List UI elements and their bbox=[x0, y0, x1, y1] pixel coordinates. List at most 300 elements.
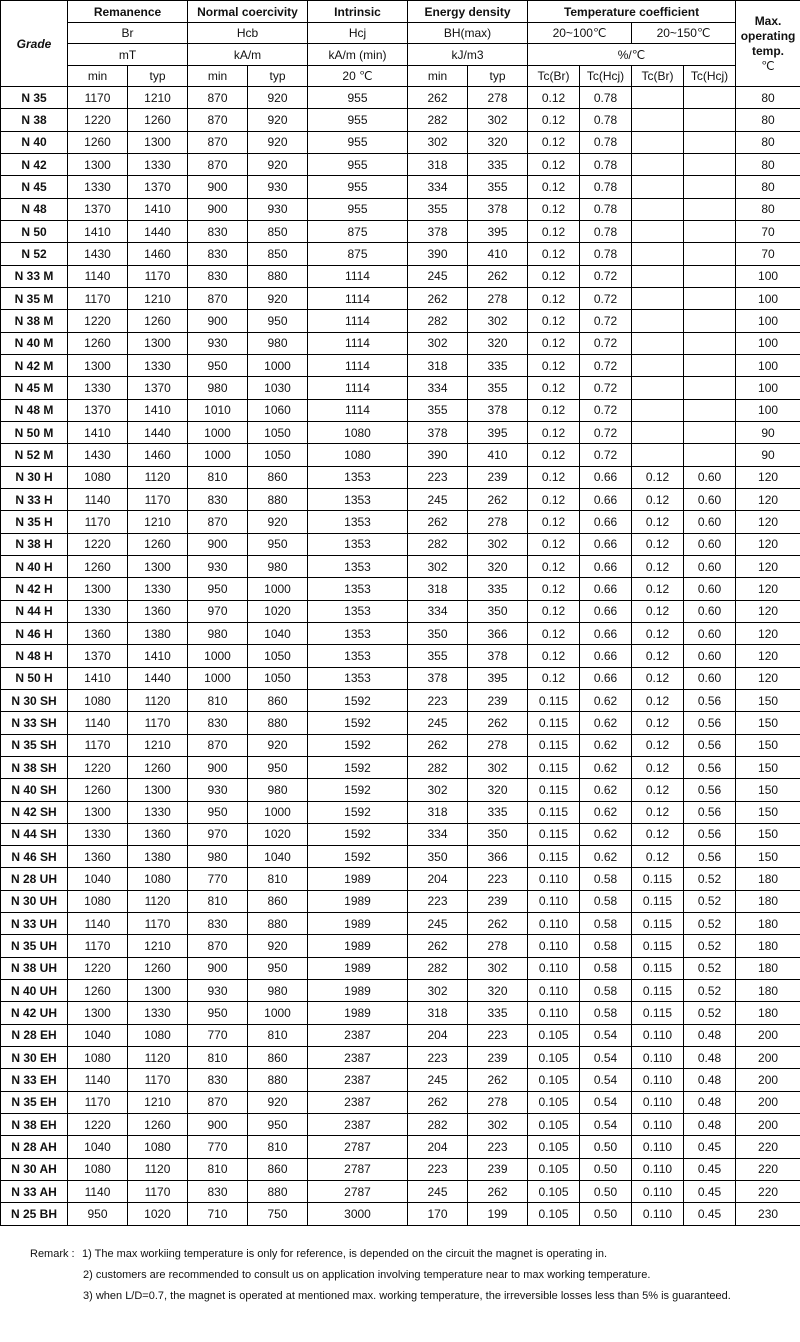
br-typ-cell: 1170 bbox=[128, 265, 188, 287]
tc-hcj-150-cell: 0.52 bbox=[684, 980, 736, 1002]
max-temp-cell: 150 bbox=[736, 801, 800, 823]
grade-cell: N 40 UH bbox=[1, 980, 68, 1002]
hcj-cell: 1353 bbox=[308, 511, 408, 533]
bh-min-cell: 334 bbox=[408, 176, 468, 198]
remark-line-1 bbox=[30, 1244, 731, 1265]
hcb-min-cell: 900 bbox=[188, 176, 248, 198]
bh-typ-cell: 335 bbox=[468, 1002, 528, 1024]
grade-cell: N 35 bbox=[1, 87, 68, 109]
tc-br-100-cell: 0.110 bbox=[528, 890, 580, 912]
max-temp-cell: 100 bbox=[736, 354, 800, 376]
bh-typ-cell: 355 bbox=[468, 377, 528, 399]
bh-min-cell: 223 bbox=[408, 1158, 468, 1180]
hcb-min-cell: 830 bbox=[188, 220, 248, 242]
tc-br-150-cell bbox=[632, 377, 684, 399]
br-min-cell: 1430 bbox=[68, 444, 128, 466]
tc-hcj-150-cell bbox=[684, 265, 736, 287]
bh-typ-cell: 335 bbox=[468, 354, 528, 376]
grade-cell: N 38 M bbox=[1, 310, 68, 332]
hcj-cell: 2387 bbox=[308, 1047, 408, 1069]
bh-typ-cell: 239 bbox=[468, 1158, 528, 1180]
tc-br-100-header: Tc(Br) bbox=[528, 66, 580, 87]
br-typ-cell: 1360 bbox=[128, 600, 188, 622]
max-temp-cell: 90 bbox=[736, 444, 800, 466]
grade-cell: N 44 H bbox=[1, 600, 68, 622]
tc-br-100-cell: 0.105 bbox=[528, 1024, 580, 1046]
tc-hcj-100-cell: 0.54 bbox=[580, 1069, 632, 1091]
br-min-cell: 1220 bbox=[68, 1114, 128, 1136]
br-min-cell: 1330 bbox=[68, 823, 128, 845]
hcb-typ-cell: 980 bbox=[248, 332, 308, 354]
bh-min-cell: 318 bbox=[408, 1002, 468, 1024]
tc-hcj-150-cell: 0.45 bbox=[684, 1136, 736, 1158]
tc-hcj-150-cell: 0.52 bbox=[684, 957, 736, 979]
grade-cell: N 30 SH bbox=[1, 689, 68, 711]
tc-br-150-cell: 0.115 bbox=[632, 913, 684, 935]
tc-hcj-100-cell: 0.78 bbox=[580, 153, 632, 175]
bh-min-cell: 204 bbox=[408, 1136, 468, 1158]
hcb-typ-cell: 1050 bbox=[248, 645, 308, 667]
br-typ-cell: 1210 bbox=[128, 87, 188, 109]
table-row bbox=[1, 667, 800, 689]
tc-hcj-100-cell: 0.78 bbox=[580, 131, 632, 153]
tc-br-100-cell: 0.12 bbox=[528, 444, 580, 466]
remark-label: Remark : bbox=[30, 1248, 75, 1260]
hcj-temp-header: 20 ℃ bbox=[308, 66, 408, 87]
tc-br-100-cell: 0.115 bbox=[528, 689, 580, 711]
hcb-typ-cell: 1050 bbox=[248, 421, 308, 443]
tc-hcj-100-cell: 0.66 bbox=[580, 488, 632, 510]
hcb-typ-cell: 920 bbox=[248, 87, 308, 109]
tc-hcj-150-cell: 0.60 bbox=[684, 488, 736, 510]
grade-cell: N 46 H bbox=[1, 622, 68, 644]
grade-cell: N 42 H bbox=[1, 578, 68, 600]
bh-min-cell: 334 bbox=[408, 377, 468, 399]
bh-typ-header: typ bbox=[468, 66, 528, 87]
hcb-min-cell: 930 bbox=[188, 779, 248, 801]
tc-hcj-150-cell: 0.48 bbox=[684, 1047, 736, 1069]
table-row bbox=[1, 444, 800, 466]
hcj-cell: 1989 bbox=[308, 1002, 408, 1024]
tc-br-150-cell: 0.115 bbox=[632, 890, 684, 912]
tc-hcj-150-cell bbox=[684, 287, 736, 309]
br-typ-cell: 1120 bbox=[128, 1047, 188, 1069]
hcb-typ-cell: 810 bbox=[248, 868, 308, 890]
tc-hcj-100-header: Tc(Hcj) bbox=[580, 66, 632, 87]
bh-typ-cell: 278 bbox=[468, 87, 528, 109]
tc-br-150-header: Tc(Br) bbox=[632, 66, 684, 87]
tc-hcj-150-cell bbox=[684, 131, 736, 153]
bh-typ-cell: 378 bbox=[468, 198, 528, 220]
bh-typ-cell: 350 bbox=[468, 823, 528, 845]
tc-hcj-100-cell: 0.62 bbox=[580, 712, 632, 734]
bh-min-cell: 390 bbox=[408, 444, 468, 466]
grade-cell: N 40 H bbox=[1, 555, 68, 577]
tc-hcj-150-cell: 0.60 bbox=[684, 600, 736, 622]
br-typ-cell: 1260 bbox=[128, 957, 188, 979]
tc-hcj-100-cell: 0.78 bbox=[580, 243, 632, 265]
max-temp-cell: 180 bbox=[736, 890, 800, 912]
max-temp-cell: 150 bbox=[736, 823, 800, 845]
hcb-typ-cell: 950 bbox=[248, 533, 308, 555]
grade-cell: N 38 H bbox=[1, 533, 68, 555]
tc-hcj-100-cell: 0.58 bbox=[580, 935, 632, 957]
hcj-cell: 875 bbox=[308, 243, 408, 265]
tc-hcj-150-cell bbox=[684, 87, 736, 109]
normal-coercivity-header: Normal coercivity bbox=[188, 1, 308, 23]
max-temp-cell: 80 bbox=[736, 131, 800, 153]
br-min-cell: 1410 bbox=[68, 421, 128, 443]
max-temp-cell: 120 bbox=[736, 511, 800, 533]
grade-cell: N 46 SH bbox=[1, 846, 68, 868]
hcb-min-cell: 830 bbox=[188, 1069, 248, 1091]
br-typ-cell: 1260 bbox=[128, 756, 188, 778]
hcj-cell: 1592 bbox=[308, 734, 408, 756]
max-temp-cell: 220 bbox=[736, 1158, 800, 1180]
unit-kam: kA/m bbox=[188, 44, 308, 66]
tc-br-150-cell bbox=[632, 354, 684, 376]
tc-hcj-100-cell: 0.54 bbox=[580, 1024, 632, 1046]
tc-br-100-cell: 0.105 bbox=[528, 1091, 580, 1113]
tc-br-100-cell: 0.12 bbox=[528, 332, 580, 354]
tc-br-150-cell: 0.110 bbox=[632, 1047, 684, 1069]
tc-br-150-cell: 0.12 bbox=[632, 667, 684, 689]
hcb-typ-cell: 920 bbox=[248, 153, 308, 175]
range-20-100: 20~100℃ bbox=[528, 23, 632, 44]
br-typ-cell: 1210 bbox=[128, 1091, 188, 1113]
bh-min-cell: 318 bbox=[408, 578, 468, 600]
grade-cell: N 45 bbox=[1, 176, 68, 198]
hcb-min-cell: 810 bbox=[188, 466, 248, 488]
tc-hcj-100-cell: 0.54 bbox=[580, 1114, 632, 1136]
tc-hcj-100-cell: 0.66 bbox=[580, 645, 632, 667]
table-row bbox=[1, 1024, 800, 1046]
hcj-cell: 1989 bbox=[308, 957, 408, 979]
bh-min-cell: 378 bbox=[408, 220, 468, 242]
br-typ-cell: 1260 bbox=[128, 310, 188, 332]
hcj-cell: 955 bbox=[308, 131, 408, 153]
grade-cell: N 35 SH bbox=[1, 734, 68, 756]
hcj-cell: 2787 bbox=[308, 1136, 408, 1158]
bh-min-cell: 245 bbox=[408, 488, 468, 510]
max-temp-cell: 120 bbox=[736, 622, 800, 644]
bh-typ-cell: 239 bbox=[468, 466, 528, 488]
grade-cell: N 44 SH bbox=[1, 823, 68, 845]
br-min-cell: 1370 bbox=[68, 399, 128, 421]
bh-min-cell: 318 bbox=[408, 801, 468, 823]
hcb-min-cell: 810 bbox=[188, 689, 248, 711]
br-typ-cell: 1460 bbox=[128, 243, 188, 265]
hcb-min-cell: 770 bbox=[188, 1024, 248, 1046]
tc-br-150-cell: 0.110 bbox=[632, 1069, 684, 1091]
hcj-cell: 1353 bbox=[308, 600, 408, 622]
tc-br-150-cell: 0.12 bbox=[632, 823, 684, 845]
br-typ-cell: 1210 bbox=[128, 287, 188, 309]
tc-hcj-150-cell: 0.48 bbox=[684, 1091, 736, 1113]
br-typ-cell: 1300 bbox=[128, 131, 188, 153]
tc-br-100-cell: 0.105 bbox=[528, 1114, 580, 1136]
max-temp-cell: 80 bbox=[736, 176, 800, 198]
hcj-cell: 1989 bbox=[308, 913, 408, 935]
bh-min-cell: 355 bbox=[408, 198, 468, 220]
hcb-min-cell: 770 bbox=[188, 868, 248, 890]
tc-br-150-cell bbox=[632, 444, 684, 466]
tc-br-100-cell: 0.12 bbox=[528, 555, 580, 577]
hcb-min-cell: 1000 bbox=[188, 444, 248, 466]
max-temp-cell: 180 bbox=[736, 868, 800, 890]
br-typ-cell: 1410 bbox=[128, 198, 188, 220]
hcb-typ-cell: 1020 bbox=[248, 600, 308, 622]
hcj-cell: 1989 bbox=[308, 868, 408, 890]
table-row bbox=[1, 1203, 800, 1225]
table-row bbox=[1, 287, 800, 309]
tc-hcj-150-cell: 0.56 bbox=[684, 712, 736, 734]
tc-br-150-cell bbox=[632, 399, 684, 421]
hcj-cell: 955 bbox=[308, 153, 408, 175]
br-typ-cell: 1080 bbox=[128, 1136, 188, 1158]
br-typ-header: typ bbox=[128, 66, 188, 87]
table-row bbox=[1, 1136, 800, 1158]
table-row bbox=[1, 310, 800, 332]
br-typ-cell: 1380 bbox=[128, 622, 188, 644]
bh-min-cell: 378 bbox=[408, 667, 468, 689]
max-temp-cell: 200 bbox=[736, 1091, 800, 1113]
bh-min-cell: 282 bbox=[408, 310, 468, 332]
tc-hcj-150-cell: 0.45 bbox=[684, 1203, 736, 1225]
tc-hcj-150-cell: 0.52 bbox=[684, 890, 736, 912]
br-min-cell: 1260 bbox=[68, 779, 128, 801]
grade-cell: N 28 UH bbox=[1, 868, 68, 890]
tc-br-100-cell: 0.115 bbox=[528, 779, 580, 801]
bh-min-cell: 302 bbox=[408, 332, 468, 354]
hcb-typ-cell: 920 bbox=[248, 109, 308, 131]
br-typ-cell: 1330 bbox=[128, 354, 188, 376]
tc-br-150-cell: 0.110 bbox=[632, 1114, 684, 1136]
hcb-typ-cell: 860 bbox=[248, 1047, 308, 1069]
hcb-min-cell: 870 bbox=[188, 1091, 248, 1113]
tc-br-100-cell: 0.105 bbox=[528, 1136, 580, 1158]
grade-cell: N 33 AH bbox=[1, 1181, 68, 1203]
grade-cell: N 30 EH bbox=[1, 1047, 68, 1069]
hcb-typ-cell: 1020 bbox=[248, 823, 308, 845]
hcb-min-cell: 830 bbox=[188, 1181, 248, 1203]
tc-br-150-cell: 0.110 bbox=[632, 1136, 684, 1158]
table-row bbox=[1, 622, 800, 644]
bh-typ-cell: 320 bbox=[468, 332, 528, 354]
tc-br-100-cell: 0.12 bbox=[528, 109, 580, 131]
br-min-cell: 1140 bbox=[68, 712, 128, 734]
tc-hcj-150-cell: 0.60 bbox=[684, 466, 736, 488]
table-row bbox=[1, 913, 800, 935]
max-temp-cell: 100 bbox=[736, 377, 800, 399]
max-temp-cell: 220 bbox=[736, 1136, 800, 1158]
max-temp-cell: 100 bbox=[736, 310, 800, 332]
hcb-typ-cell: 880 bbox=[248, 488, 308, 510]
max-temp-cell: 80 bbox=[736, 153, 800, 175]
hcb-typ-cell: 880 bbox=[248, 913, 308, 935]
hcj-cell: 1353 bbox=[308, 488, 408, 510]
hcb-typ-cell: 930 bbox=[248, 198, 308, 220]
grade-cell: N 33 H bbox=[1, 488, 68, 510]
tc-br-150-cell bbox=[632, 265, 684, 287]
bh-typ-cell: 302 bbox=[468, 756, 528, 778]
tc-br-100-cell: 0.12 bbox=[528, 667, 580, 689]
table-row bbox=[1, 756, 800, 778]
tc-br-100-cell: 0.105 bbox=[528, 1158, 580, 1180]
bh-min-cell: 262 bbox=[408, 935, 468, 957]
bh-min-cell: 223 bbox=[408, 689, 468, 711]
hcb-min-cell: 950 bbox=[188, 354, 248, 376]
grade-cell: N 28 AH bbox=[1, 1136, 68, 1158]
grade-cell: N 30 H bbox=[1, 466, 68, 488]
br-min-cell: 1220 bbox=[68, 109, 128, 131]
br-min-cell: 1080 bbox=[68, 1158, 128, 1180]
hcb-min-cell: 900 bbox=[188, 957, 248, 979]
max-temp-cell: 150 bbox=[736, 756, 800, 778]
hcb-typ-cell: 850 bbox=[248, 220, 308, 242]
bh-typ-cell: 262 bbox=[468, 265, 528, 287]
hcj-cell: 2787 bbox=[308, 1181, 408, 1203]
table-row bbox=[1, 779, 800, 801]
br-min-cell: 1220 bbox=[68, 310, 128, 332]
br-typ-cell: 1300 bbox=[128, 555, 188, 577]
remanence-header: Remanence bbox=[68, 1, 188, 23]
bh-typ-cell: 320 bbox=[468, 555, 528, 577]
tc-br-150-cell: 0.12 bbox=[632, 712, 684, 734]
max-temp-cell: 100 bbox=[736, 399, 800, 421]
max-temp-cell: 220 bbox=[736, 1181, 800, 1203]
hcb-typ-cell: 860 bbox=[248, 1158, 308, 1180]
tc-hcj-150-cell bbox=[684, 377, 736, 399]
grade-cell: N 52 M bbox=[1, 444, 68, 466]
bh-typ-cell: 410 bbox=[468, 243, 528, 265]
hcb-typ-cell: 1060 bbox=[248, 399, 308, 421]
tc-br-150-cell: 0.12 bbox=[632, 488, 684, 510]
bh-typ-cell: 278 bbox=[468, 511, 528, 533]
hcj-cell: 875 bbox=[308, 220, 408, 242]
max-temp-cell: 80 bbox=[736, 198, 800, 220]
max-temp-cell: 150 bbox=[736, 779, 800, 801]
table-row bbox=[1, 1158, 800, 1180]
grade-cell: N 50 bbox=[1, 220, 68, 242]
br-typ-cell: 1260 bbox=[128, 109, 188, 131]
bh-min-cell: 302 bbox=[408, 131, 468, 153]
bh-typ-cell: 366 bbox=[468, 846, 528, 868]
hcb-typ-cell: 920 bbox=[248, 131, 308, 153]
bh-typ-cell: 262 bbox=[468, 913, 528, 935]
br-typ-cell: 1330 bbox=[128, 801, 188, 823]
hcb-min-cell: 870 bbox=[188, 734, 248, 756]
tc-br-150-cell: 0.12 bbox=[632, 645, 684, 667]
grade-cell: N 33 UH bbox=[1, 913, 68, 935]
grade-cell: N 25 BH bbox=[1, 1203, 68, 1225]
bh-typ-cell: 366 bbox=[468, 622, 528, 644]
table-row bbox=[1, 645, 800, 667]
br-min-cell: 1140 bbox=[68, 265, 128, 287]
bh-min-cell: 204 bbox=[408, 868, 468, 890]
tc-br-150-cell: 0.115 bbox=[632, 868, 684, 890]
grade-cell: N 42 SH bbox=[1, 801, 68, 823]
table-row bbox=[1, 176, 800, 198]
br-typ-cell: 1410 bbox=[128, 645, 188, 667]
br-typ-cell: 1360 bbox=[128, 823, 188, 845]
bh-min-cell: 334 bbox=[408, 823, 468, 845]
grade-cell: N 42 UH bbox=[1, 1002, 68, 1024]
hcb-min-cell: 930 bbox=[188, 555, 248, 577]
br-typ-cell: 1170 bbox=[128, 1181, 188, 1203]
bh-typ-cell: 223 bbox=[468, 1024, 528, 1046]
hcb-typ-cell: 810 bbox=[248, 1024, 308, 1046]
br-typ-cell: 1120 bbox=[128, 890, 188, 912]
tc-hcj-100-cell: 0.72 bbox=[580, 310, 632, 332]
br-typ-cell: 1330 bbox=[128, 1002, 188, 1024]
hcb-typ-cell: 950 bbox=[248, 756, 308, 778]
bh-min-cell: 318 bbox=[408, 354, 468, 376]
hcb-typ-cell: 980 bbox=[248, 980, 308, 1002]
tc-hcj-100-cell: 0.78 bbox=[580, 87, 632, 109]
bh-min-cell: 223 bbox=[408, 1047, 468, 1069]
tc-br-100-cell: 0.12 bbox=[528, 131, 580, 153]
table-row bbox=[1, 555, 800, 577]
bh-min-cell: 355 bbox=[408, 645, 468, 667]
hcj-cell: 1114 bbox=[308, 310, 408, 332]
hcb-min-cell: 830 bbox=[188, 913, 248, 935]
table-row bbox=[1, 1114, 800, 1136]
table-row bbox=[1, 131, 800, 153]
bh-min-cell: 355 bbox=[408, 399, 468, 421]
br-min-cell: 1220 bbox=[68, 756, 128, 778]
table-row bbox=[1, 689, 800, 711]
tc-br-100-cell: 0.12 bbox=[528, 399, 580, 421]
hcb-typ-cell: 860 bbox=[248, 466, 308, 488]
tc-br-150-cell: 0.12 bbox=[632, 533, 684, 555]
tc-hcj-100-cell: 0.66 bbox=[580, 511, 632, 533]
max-temp-cell: 120 bbox=[736, 466, 800, 488]
hcj-cell: 2387 bbox=[308, 1091, 408, 1113]
tc-br-150-cell bbox=[632, 109, 684, 131]
hcb-min-cell: 810 bbox=[188, 890, 248, 912]
max-temp-cell: 90 bbox=[736, 421, 800, 443]
hcb-min-cell: 830 bbox=[188, 243, 248, 265]
tc-hcj-100-cell: 0.62 bbox=[580, 779, 632, 801]
max-temp-cell: 100 bbox=[736, 287, 800, 309]
br-min-cell: 1410 bbox=[68, 667, 128, 689]
hcj-cell: 1989 bbox=[308, 890, 408, 912]
table-row bbox=[1, 243, 800, 265]
br-min-cell: 1170 bbox=[68, 1091, 128, 1113]
br-min-cell: 1370 bbox=[68, 198, 128, 220]
br-min-cell: 1140 bbox=[68, 1181, 128, 1203]
hcj-cell: 1353 bbox=[308, 622, 408, 644]
br-min-cell: 1300 bbox=[68, 1002, 128, 1024]
tc-hcj-150-cell: 0.60 bbox=[684, 511, 736, 533]
bh-typ-cell: 239 bbox=[468, 890, 528, 912]
table-row bbox=[1, 823, 800, 845]
tc-hcj-150-cell bbox=[684, 310, 736, 332]
unit-pct-per-c: %/℃ bbox=[528, 44, 736, 66]
bh-typ-cell: 199 bbox=[468, 1203, 528, 1225]
hcj-cell: 1080 bbox=[308, 421, 408, 443]
bh-typ-cell: 239 bbox=[468, 689, 528, 711]
hcj-cell: 955 bbox=[308, 176, 408, 198]
tc-br-150-cell: 0.12 bbox=[632, 466, 684, 488]
bh-typ-cell: 262 bbox=[468, 1069, 528, 1091]
bh-min-cell: 282 bbox=[408, 957, 468, 979]
hcj-symbol: Hcj bbox=[308, 23, 408, 44]
tc-hcj-150-cell: 0.48 bbox=[684, 1114, 736, 1136]
max-temp-cell: 120 bbox=[736, 488, 800, 510]
hcj-cell: 1592 bbox=[308, 823, 408, 845]
